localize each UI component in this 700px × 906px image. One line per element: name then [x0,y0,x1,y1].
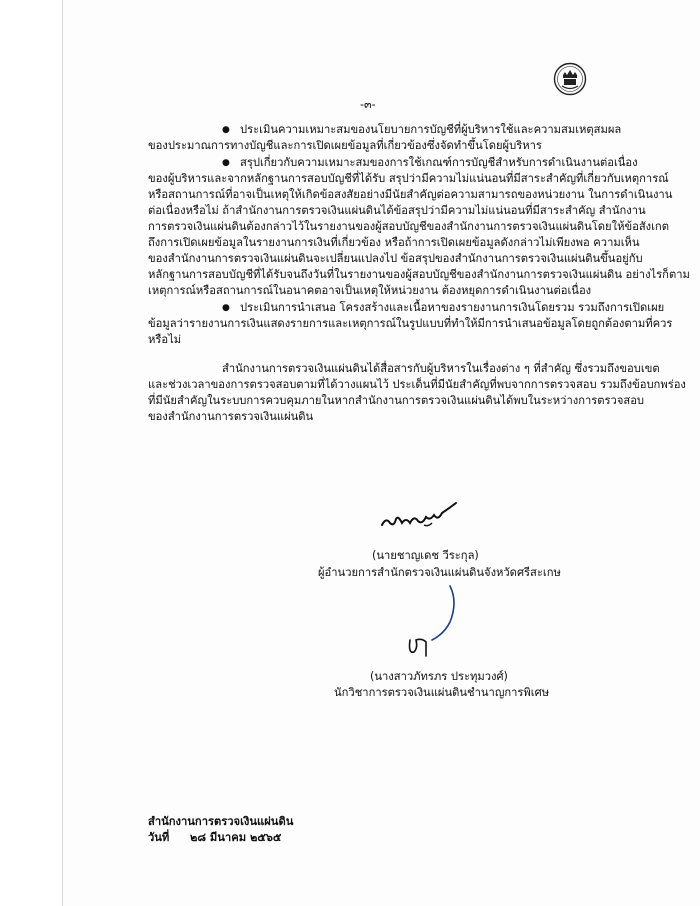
bullet-2-line-5: การตรวจเงินแผ่นดินต้องกล่าวไว้ในรายงานของผู้สอบบัญชีของสำนักงานการตรวจเงินแผ่นดินโดยให้ข้อสังเกต [148,220,669,233]
bullet-2-line-7: ของสำนักงานการตรวจเงินแผ่นดินจะเปลี่ยนแปลงไป ข้อสรุปของสำนักงานการตรวจเงินแผ่นดินขึ้นอยู่กับ [148,252,643,265]
signatory-1-name: (นายชาญเดช วีระกุล) [372,549,479,562]
bullet-2-line-3: หรือสถานการณ์ที่อาจเป็นเหตุให้เกิดข้อสงสัยอย่างมีนัยสำคัญต่อความสามารถของหน่วยงาน ในการดำเนินงาน [148,188,673,201]
bullet-2-line-2: ของผู้บริหารและจากหลักฐานการสอบบัญชีที่ได้รับ สรุปว่ามีความไม่แน่นอนที่มีสาระสำคัญที่เกี่ยวกับเหตุการณ์ [148,172,669,185]
paragraph-line-1: สำนักงานการตรวจเงินแผ่นดินได้สื่อสารกับผู้บริหารในเรื่องต่าง ๆ ที่สำคัญ ซึ่งรวมถึงขอบเขต [222,362,660,375]
footer-date-label: วันที่ [148,831,170,844]
page-number: -๓- [360,98,376,111]
bullet-3-line-2: ข้อมูลว่ารายงานการเงินแสดงรายการและเหตุการณ์ในรูปแบบที่ทำให้มีการนำเสนอข้อมูลโดยถูกต้องตามที่ควร [148,317,673,330]
bullet-3-line-1: ประเมินการนำเสนอ โครงสร้างและเนื้อหาของรายงานการเงินโดยรวม รวมถึงการเปิดเผย [240,301,665,314]
footer-date-value: ๒๘ มีนาคม ๒๕๖๕ [190,831,282,844]
signatory-2-title: นักวิชาการตรวจเงินแผ่นดินชำนาญการพิเศษ [334,686,550,699]
signature-1 [378,499,462,533]
bullet-2-line-6: ถึงการเปิดเผยข้อมูลในรายงานการเงินที่เกี่ยวข้อง หรือถ้าการเปิดเผยข้อมูลดังกล่าวไม่เพียงพอ ความเห็น [148,236,640,249]
bullet-2-line-9: เหตุการณ์หรือสถานการณ์ในอนาคตอาจเป็นเหตุให้หน่วยงาน ต้องหยุดการดำเนินงานต่อเนื่อง [148,284,592,297]
signatory-1-title: ผู้อำนวยการสำนักตรวจเงินแผ่นดินจังหวัดศรีสะเกษ [318,566,561,579]
bullet-1-line-2: ของประมาณการทางบัญชีและการเปิดเผยข้อมูลที่เกี่ยวข้องซึ่งจัดทำขึ้นโดยผู้บริหาร [148,139,542,152]
emblem-icon [553,62,587,96]
bullet-2-line-1: สรุปเกี่ยวกับความเหมาะสมของการใช้เกณฑ์การบัญชีสำหรับการดำเนินงานต่อเนื่อง [240,156,638,169]
paragraph-line-2: และช่วงเวลาของการตรวจสอบตามที่ได้วางแผนไว้ ประเด็นที่มีนัยสำคัญที่พบจากการตรวจสอบ รวมถึงข้อบกพร่อง [148,378,686,391]
bullet-marker: ● [222,125,230,135]
bullet-2-line-8: หลักฐานการสอบบัญชีที่ได้รับจนถึงวันที่ในรายงานของผู้สอบบัญชีของสำนักงานการตรวจเงินแผ่นดิน อย่างไรก็ตาม [148,268,690,281]
bullet-1-line-1: ประเมินความเหมาะสมของนโยบายการบัญชีที่ผู้บริหารใช้และความสมเหตุสมผล [240,123,622,136]
bullet-marker: ● [222,158,230,168]
bullet-2-line-4: ต่อเนื่องหรือไม่ ถ้าสำนักงานการตรวจเงินแผ่นดินได้ข้อสรุปว่ามีความไม่แน่นอนที่มีสาระสำคัญ สำนักงาน [148,204,646,217]
footer-office: สำนักงานการตรวจเงินแผ่นดิน [148,815,294,828]
signatory-2-name: (นางสาวภัทรภร ประทุมวงศ์) [370,670,508,683]
paragraph-line-3: ที่มีนัยสำคัญในระบบการควบคุมภายในหากสำนักงานการตรวจเงินแผ่นดินได้พบในระหว่างการตรวจสอบ [148,394,645,407]
paragraph-line-4: ของสำนักงานการตรวจเงินแผ่นดิน [148,410,314,423]
bullet-marker: ● [222,303,230,313]
signature-2 [400,582,464,662]
bullet-3-line-3: หรือไม่ [148,333,182,346]
